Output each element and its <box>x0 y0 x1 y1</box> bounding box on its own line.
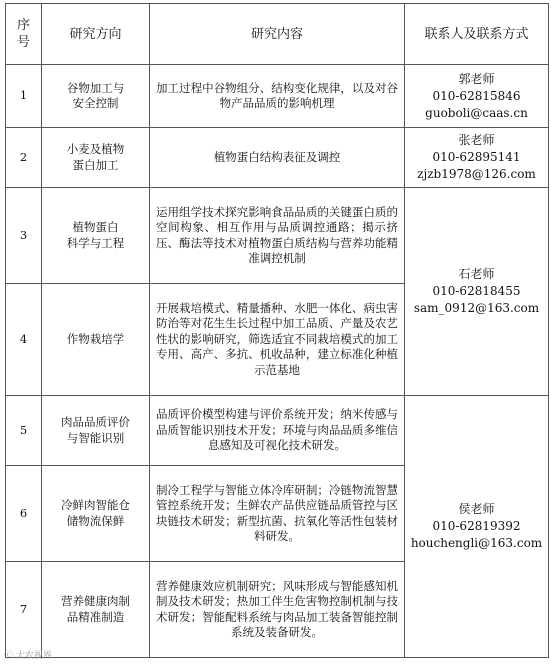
row-no: 1 <box>6 65 42 128</box>
contact-phone: 010-62815846 <box>432 88 521 103</box>
contact-name: 石老师 <box>458 267 495 281</box>
row-content: 营养健康效应机制研究；风味形成与智能感知机制及技术研发；热加工伴生危害物控制机制与技术研发；智能配料系统与肉品加工装备智能控制系统及装备研发。 <box>150 562 405 658</box>
row-direction: 植物蛋白 科学与工程 <box>42 188 150 284</box>
table-header-row <box>6 4 549 65</box>
row-content: 品质评价模型构建与评价系统开发；纳米传感与品质智能识别技术开发；环境与肉品品质多维信息感知及可视化技术研发。 <box>150 396 405 466</box>
contact-name: 侯老师 <box>458 502 495 516</box>
row-no: 6 <box>6 466 42 562</box>
row-content: 加工过程中谷物组分、结构变化规律，以及对谷物产品品质的影响机理 <box>150 65 405 128</box>
contact-email[interactable]: sam_0912@163.com <box>413 301 540 315</box>
row-direction: 小麦及植物 蛋白加工 <box>42 128 150 188</box>
contact-phone: 010-62895141 <box>432 150 521 164</box>
header-direction: 研究方向 <box>42 4 150 65</box>
contact-email[interactable]: zjzb1978@126.com <box>417 167 536 181</box>
contact-name: 张老师 <box>458 133 495 147</box>
contact-phone: 010-62818455 <box>432 284 521 298</box>
contact-cell <box>405 65 549 128</box>
header-no: 序 号 <box>6 4 42 65</box>
row-content: 制冷工程学与智能立体冷库研制；冷链物流智慧管控系统开发；生鲜农产品供应链品质管控与区块链技术研发；新型抗菌、抗氧化等活性包装材料研发。 <box>150 466 405 562</box>
header-contact: 联系人及联系方式 <box>405 4 549 65</box>
row-direction: 作物栽培学 <box>42 284 150 396</box>
contact-cell <box>405 396 549 658</box>
table-row <box>6 188 549 284</box>
research-table <box>5 3 549 658</box>
row-direction: 营养健康肉制 品精准制造 <box>42 562 150 658</box>
row-no: 3 <box>6 188 42 284</box>
contact-email[interactable]: houchengli@163.com <box>410 536 543 550</box>
contact-cell <box>405 188 549 396</box>
table-row <box>6 65 549 128</box>
contact-email[interactable]: guoboli@caas.cn <box>425 105 528 120</box>
row-no: 4 <box>6 284 42 396</box>
row-content: 运用组学技术探究影响食品品质的关键蛋白质的空间构象、相互作用与品质调控通路；揭示挤压、酶法等技术对植物蛋白质结构与营养功能精准调控机制 <box>150 188 405 284</box>
watermark: ⓒ 大农视界 <box>4 651 52 661</box>
row-direction: 肉品品质评价 与智能识别 <box>42 396 150 466</box>
row-direction: 谷物加工与 安全控制 <box>42 65 150 128</box>
header-content: 研究内容 <box>150 4 405 65</box>
row-no: 7 <box>6 562 42 658</box>
row-content: 开展栽培模式、精量播种、水肥一体化、病虫害防治等对花生生长过程中加工品质、产量及农艺性状的影响研究，筛选适宜不同栽培模式的加工专用、高产、多抗、机收品种，建立标准化种植示范基地 <box>150 284 405 396</box>
row-no: 2 <box>6 128 42 188</box>
row-direction: 冷鲜肉智能仓 储物流保鲜 <box>42 466 150 562</box>
table-row <box>6 128 549 188</box>
row-content: 植物蛋白结构表征及调控 <box>150 128 405 188</box>
contact-phone: 010-62819392 <box>432 519 521 533</box>
row-no: 5 <box>6 396 42 466</box>
table-row <box>6 396 549 466</box>
contact-name: 郭老师 <box>458 71 495 86</box>
contact-cell <box>405 128 549 188</box>
